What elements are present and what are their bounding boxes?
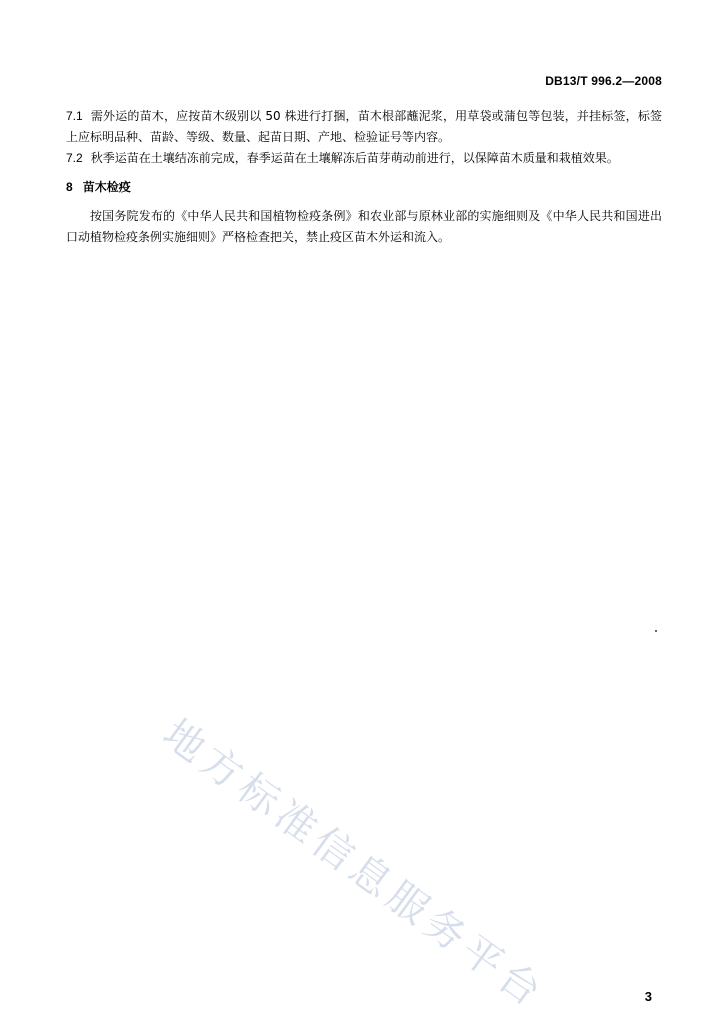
section-body: 按国务院发布的《中华人民共和国植物检疫条例》和农业部与原林业部的实施细则及《中华人民共和国进出口动植物检疫条例实施细则》严格检查把关，禁止疫区苗木外运和流入。 bbox=[66, 209, 662, 244]
clause-text: 需外运的苗木，应按苗木级别以 50 株进行打捆，苗木根部蘸泥浆，用草袋或蒲包等包装，并挂标签，标签上应标明品种、苗龄、等级、数量、起苗日期、产地、检验证号等内容。 bbox=[66, 109, 662, 144]
section-heading bbox=[66, 177, 662, 198]
clause-number: 7.1 bbox=[66, 109, 83, 123]
clause-text: 秋季运苗在土壤结冻前完成，春季运苗在土壤解冻后苗芽萌动前进行，以保障苗木质量和栽植效果。 bbox=[90, 151, 619, 165]
section-number: 8 bbox=[66, 180, 73, 194]
clause-7-1 bbox=[66, 106, 662, 148]
page-number: 3 bbox=[644, 989, 652, 1004]
section-title: 苗木检疫 bbox=[82, 180, 131, 194]
standard-code: DB13/T 996.2—2008 bbox=[545, 74, 662, 88]
page-content bbox=[66, 106, 662, 248]
watermark: 地方标准信息服务平台 bbox=[154, 710, 554, 1019]
clause-7-2 bbox=[66, 148, 662, 169]
stray-mark bbox=[655, 630, 657, 632]
clause-number: 7.2 bbox=[66, 151, 83, 165]
